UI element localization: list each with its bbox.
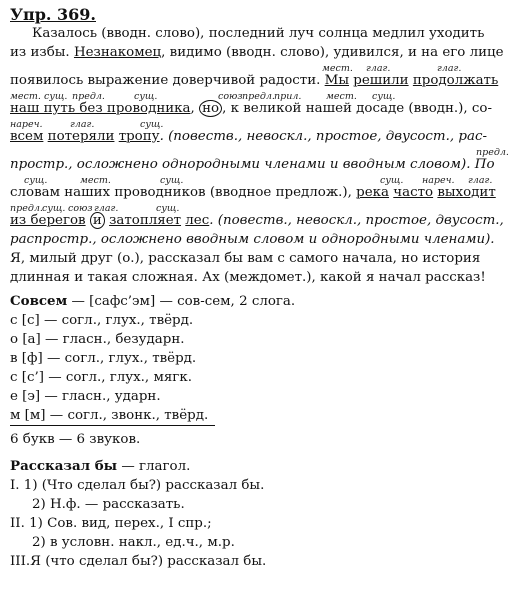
text-line-4 [10, 101, 505, 117]
grammar-label: сущ. [380, 175, 404, 186]
morphological-analysis [10, 457, 505, 571]
text-line-6 [10, 157, 505, 173]
text-line-7 [10, 185, 505, 201]
text-line-11 [10, 270, 505, 286]
grammar-label: прил. [274, 91, 302, 102]
transcription: — [сафс’эм] — сов-сем, 2 слога. [67, 294, 296, 309]
grammar-labels-row-4 [10, 92, 505, 101]
grammar-labels-row-3 [10, 64, 505, 73]
morph-title [10, 457, 505, 476]
text-segment: из избы. [10, 45, 74, 60]
phonetic-analysis [10, 292, 505, 449]
grammar-label: союз [68, 203, 93, 214]
text-segment: , к великой нашей досаде (вводн.), со- [222, 101, 493, 116]
morph-row: 2) в условн. накл., ед.ч., м.р. [32, 535, 235, 550]
phonetic-row: в [ф] — согл., глух., твёрд. [10, 351, 197, 366]
subject-word: река [356, 185, 390, 200]
divider-line [10, 425, 215, 426]
text-line-11-content: длинная и такая сложная. Ах (междомет.), какой я начал рассказ! [10, 270, 486, 285]
grammar-label: глаг. [70, 119, 95, 130]
grammar-label: сущ. [44, 91, 68, 102]
grammar-labels-row-6 [10, 147, 509, 158]
predicate-word: выходит [437, 185, 496, 200]
underlined-phrase: наш путь без проводника [10, 101, 191, 116]
predicate-word: продолжать [412, 73, 499, 88]
grammar-labels-row-7 [10, 176, 505, 185]
analyzed-word: Совсем [10, 293, 68, 309]
text-segment: , [190, 101, 195, 116]
predicate-word: решили [353, 73, 409, 88]
sentence-characteristic: распростр., осложнено вводным словом и однородными членами). [10, 232, 495, 247]
predicate-word: затопляет [109, 213, 182, 228]
text-line-3 [10, 73, 505, 89]
grammar-labels-row-5 [10, 120, 505, 129]
text-line-2 [10, 45, 505, 61]
grammar-label: предл. [476, 147, 509, 158]
grammar-labels-row-8 [10, 204, 505, 213]
text-line-10 [10, 251, 505, 267]
grammar-label: мест. [10, 91, 41, 102]
circled-conjunction: но [199, 100, 222, 117]
subject-word: Мы [324, 73, 350, 88]
morph-row: III.Я (что сделал бы?) рассказал бы. [10, 554, 267, 569]
text-line-9 [10, 232, 505, 248]
grammar-label: нареч. [422, 175, 455, 186]
grammar-label: глаг. [468, 175, 493, 186]
phonetic-total: 6 букв — 6 звуков. [10, 432, 141, 447]
phonetic-row: с [с’] — согл., глух., мягк. [10, 370, 192, 385]
grammar-label: мест. [326, 91, 357, 102]
phonetic-row: с [с] — согл., глух., твёрд. [10, 313, 194, 328]
grammar-label: сущ. [156, 203, 180, 214]
exercise-heading: Упр. 369. [10, 5, 96, 24]
grammar-label: сущ. [140, 119, 164, 130]
phonetic-row: е [э] — гласн., ударн. [10, 389, 161, 404]
phonetic-row: о [а] — гласн., безударн. [10, 332, 185, 347]
adverb-word: всем [10, 129, 44, 144]
phonetic-title [10, 292, 505, 311]
part-of-speech: — глагол. [117, 459, 191, 474]
analyzed-word: Рассказал бы [10, 458, 118, 474]
text-line-8 [10, 213, 505, 229]
sentence-characteristic: простр., осложнено однородными членами и вводным словом). По [10, 157, 495, 172]
text-line-1-content: Казалось (вводн. слово), последний луч солнца медлил уходить [32, 26, 485, 41]
grammar-label: мест. [322, 63, 353, 74]
grammar-label: союз [218, 91, 243, 102]
object-word: тропу [118, 129, 160, 144]
sentence-characteristic: . (повеств., невоскл., простое, двусост., [209, 213, 504, 228]
phonetic-row: м [м] — согл., звонк., твёрд. [10, 408, 209, 423]
morph-row: II. 1) Сов. вид, перех., I спр.; [10, 516, 212, 531]
grammar-label: сущ. [24, 175, 48, 186]
grammar-label: мест. [80, 175, 111, 186]
underlined-phrase: из берегов [10, 213, 86, 228]
sentence-characteristic: . (повеств., невоскл., простое, двусост., рас- [159, 129, 487, 144]
text-segment: , видимо (вводн. слово), удивился, и на его лице [161, 45, 504, 60]
underlined-word: Незнакомец [73, 45, 162, 60]
grammar-label: предл. [242, 91, 275, 102]
morph-row: 2) Н.ф. — рассказать. [32, 497, 185, 512]
grammar-label: глаг. [437, 63, 462, 74]
adverb-word: часто [393, 185, 434, 200]
grammar-label: сущ. [134, 91, 158, 102]
text-segment: появилось выражение доверчивой радости. [10, 73, 325, 88]
grammar-label: сущ. [372, 91, 396, 102]
grammar-label: предл. [10, 203, 43, 214]
predicate-word: потеряли [47, 129, 115, 144]
text-line-10-content: Я, милый друг (о.), рассказал бы вам с самого начала, но история [10, 251, 481, 266]
circled-conjunction: и [90, 212, 105, 229]
grammar-label: глаг. [94, 203, 119, 214]
object-word: лес [185, 213, 210, 228]
grammar-label: сущ. [42, 203, 66, 214]
grammar-label: нареч. [10, 119, 43, 130]
text-line-5 [10, 129, 505, 145]
morph-row: I. 1) (Что сделал бы?) рассказал бы. [10, 478, 265, 493]
text-line-1 [10, 26, 505, 42]
grammar-label: глаг. [366, 63, 391, 74]
text-segment: словам наших проводников (вводное предлож.), [10, 185, 357, 200]
grammar-label: предл. [72, 91, 105, 102]
grammar-label: сущ. [160, 175, 184, 186]
